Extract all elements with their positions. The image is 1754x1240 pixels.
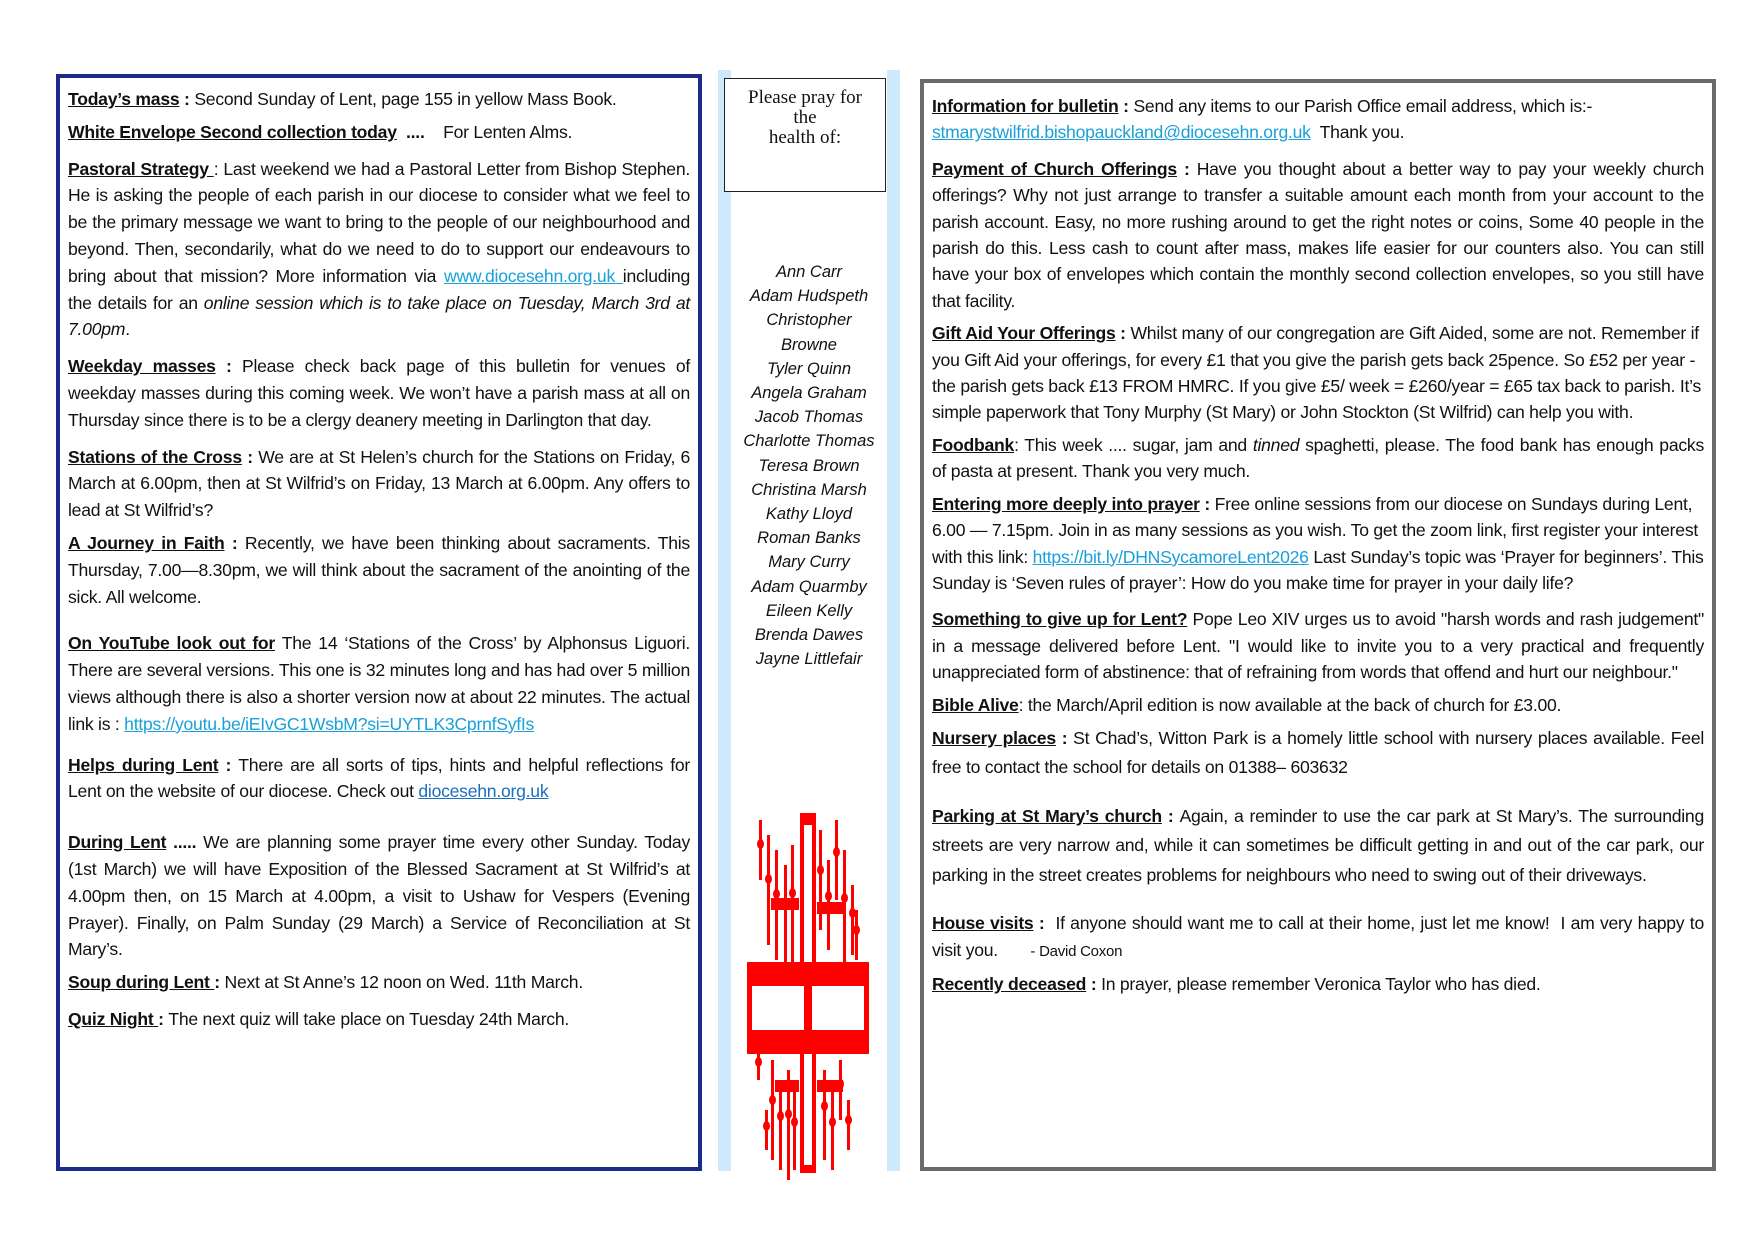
sick-list-name: Roman Banks: [757, 529, 861, 548]
heading: A Journey in Faith: [68, 532, 225, 553]
sick-list-name: Adam Quarmby: [751, 577, 867, 596]
separator: :: [1033, 913, 1056, 934]
separator: :: [218, 754, 239, 775]
cross-drop: [765, 874, 772, 884]
cross-drop: [763, 1121, 770, 1131]
heading: Helps during Lent: [68, 754, 219, 775]
weekday-masses: [68, 353, 690, 433]
cross-drip: [843, 850, 846, 970]
diocese-link[interactable]: diocesehn.org.uk: [418, 781, 549, 802]
cross-drop: [777, 1111, 784, 1121]
separator: .....: [166, 832, 204, 853]
body: Again, a reminder to use the car park at St Mary’s. The surrounding streets are very narrow and, while it can sometimes be difficult getting in and out of the car park, our parking in the street creates problems for neighbours who need to swing out of their driveways.: [932, 805, 1704, 885]
parking: [932, 802, 1704, 891]
diocese-link[interactable]: www.diocesehn.org.uk: [443, 265, 623, 286]
cross-drop: [782, 900, 789, 910]
pray-title-line: Please pray for: [748, 87, 862, 108]
separator: :: [224, 532, 245, 553]
cross-icon: [731, 790, 887, 1180]
during-lent: [68, 829, 690, 963]
todays-mass: [68, 86, 690, 113]
cross-drop: [791, 1117, 798, 1127]
pray-for-heading: [724, 78, 886, 192]
cross-drip: [784, 865, 787, 965]
separator: :: [1118, 96, 1134, 116]
body: The next quiz will take place on Tuesday 24th March.: [168, 1008, 570, 1029]
body: Pope Leo XIV urges us to avoid "harsh words and rash judgement" in a message delivered before Lent. "I would like to invite you to a very practical and frequently unappreciated form of abstinence: that of refraining from words that offend and hurt our neighbour.": [932, 609, 1704, 683]
sick-list-name: Christina Marsh: [751, 480, 867, 499]
body: including the details for an: [68, 265, 690, 313]
body: In prayer, please remember Veronica Taylor who has died.: [1101, 974, 1541, 995]
separator: :: [1055, 727, 1074, 748]
cross-drop: [833, 847, 840, 857]
separator: :: [1199, 493, 1215, 514]
sick-list-name: Kathy Lloyd: [765, 505, 853, 524]
sick-list-name: Teresa Brown: [758, 456, 860, 475]
body: We are at St Helen’s church for the Stations on Friday, 6 March at 6.00pm, then at St Wilfrid’s on Friday, 13 March at 6.00pm. Any offers to lead at St Wilfrid’s?: [68, 446, 691, 521]
pray-title-line: health of:: [768, 127, 842, 148]
cross-drop: [789, 888, 796, 898]
body: There are all sorts of tips, hints and helpful reflections for Lent on the website of our diocese. Check out: [68, 754, 690, 802]
separator: :: [1086, 974, 1102, 995]
body: spaghetti, please. The food bank has enough packs of pasta at present. Thank you very much.: [932, 434, 1705, 482]
helps-during-lent: [68, 752, 690, 806]
heading: Something to give up for Lent?: [932, 609, 1188, 630]
cross-drop: [757, 839, 764, 849]
cross-drip: [823, 1070, 826, 1160]
cross-drip: [791, 845, 794, 965]
zoom-registration-link[interactable]: https://bit.ly/DHNSycamoreLent2026: [1032, 546, 1309, 567]
cross-drop: [755, 1057, 762, 1067]
cross-drop: [773, 889, 780, 899]
body: Thank you.: [1310, 122, 1405, 143]
cross-drop: [841, 893, 848, 903]
cross-drop: [853, 925, 860, 935]
signature: - David Coxon: [1030, 942, 1123, 960]
heading: Information for bulletin: [932, 96, 1119, 116]
bible-alive: [932, 692, 1704, 718]
body: Please check back page of this bulletin for venues of weekday masses during this coming week. We won’t have a parish mass at all on Thursday since there is to be a clergy deanery meeting in Darlington that day.: [68, 356, 690, 430]
separator: :: [1115, 323, 1131, 344]
separator: :: [213, 158, 224, 179]
right-column: [920, 79, 1716, 1171]
heading: Quiz Night: [68, 1008, 159, 1029]
cross-drip: [775, 850, 778, 960]
sick-list-name: Jayne Littlefair: [755, 650, 863, 669]
italic-text: online session which is to take place on Tuesday, March 3rd at 7.00pm: [68, 292, 690, 340]
body: Send any items to our Parish Office email address, which is:-: [1133, 96, 1593, 116]
stations-of-the-cross: [68, 444, 690, 524]
body: : This week .... sugar, jam and: [1014, 434, 1253, 455]
body: Recently, we have been thinking about sacraments. This Thursday, 7.00—8.30pm, we will think about the sacrament of the anointing of the sick. All welcome.: [68, 532, 690, 607]
separator: :: [158, 1008, 169, 1029]
quiz-night: [68, 1006, 690, 1033]
heading: Soup during Lent: [68, 972, 215, 993]
nursery-places: [932, 724, 1704, 782]
cross-drop: [825, 891, 832, 901]
sick-list-name: Ann Carr: [775, 263, 843, 281]
cross-drip: [851, 885, 854, 955]
separator: :: [214, 972, 225, 993]
cross-drip: [835, 820, 838, 900]
cross-drop: [845, 1115, 852, 1125]
email-link[interactable]: stmarystwilfrid.bishopauckland@diocesehn.org.uk: [932, 122, 1311, 143]
cross-drop: [829, 1117, 836, 1127]
separator: :: [215, 356, 242, 377]
body: Have you thought about a better way to pay your weekly church offerings? Why not just arrange to transfer a suitable amount each month from your account to the parish account. Easy, no more rushing around to get the right notes or coins, Some 40 people in the parish do this. Less cash to count after mass, makes life easier for our counters also. You can still have your box of envelopes which contain the monthly second collection envelopes, so you still have that facility.: [932, 158, 1704, 311]
heading: On YouTube look out for: [68, 633, 276, 654]
body: For Lenten Alms.: [443, 121, 573, 142]
separator: :: [1161, 805, 1180, 826]
sick-list-name: Eileen Kelly: [765, 601, 853, 620]
heading: Foodbank: [932, 434, 1015, 455]
sick-list-name: Christopher: [766, 311, 852, 330]
body: Free online sessions from our diocese on Sundays during Lent, 6.00 — 7.15pm. Join in as many sessions as you wish. To get the zoom link, first register your interest with this link:: [932, 493, 1699, 567]
heading: Stations of the Cross: [68, 446, 242, 467]
separator: :: [241, 446, 259, 467]
heading: Pastoral Strategy: [68, 158, 214, 179]
heading: House visits: [932, 913, 1034, 934]
sick-list-name: Mary Curry: [768, 553, 850, 572]
youtube-link[interactable]: https://youtu.be/iEIvGC1WsbM?si=UYTLK3CprnfSyfIs: [124, 713, 535, 734]
separator: :: [179, 89, 195, 109]
entering-prayer: [932, 491, 1704, 597]
body: .: [125, 319, 130, 340]
cross-drip: [819, 830, 822, 930]
pray-title-line: the: [793, 107, 817, 128]
payment-of-offerings: [932, 156, 1704, 314]
recently-deceased: [932, 971, 1704, 997]
cross-drip: [767, 835, 770, 945]
heading: Today’s mass: [68, 89, 180, 109]
heading: White Envelope Second collection today: [68, 121, 397, 142]
sick-list-name: Browne: [781, 335, 837, 354]
white-envelope: [68, 119, 690, 146]
heading: During Lent: [68, 832, 167, 853]
heading: Parking at St Mary’s church: [932, 805, 1162, 826]
sick-list-name: Adam Hudspeth: [749, 287, 869, 306]
give-up-for-lent: [932, 606, 1704, 685]
body: If anyone should want me to call at their home, just let me know! I am very happy to visit you.: [932, 913, 1709, 960]
sick-list: [731, 260, 887, 671]
sick-list-name: Charlotte Thomas: [743, 432, 875, 451]
cross-drop: [817, 865, 824, 875]
cross-drip: [839, 1060, 842, 1120]
body: St Chad’s, Witton Park is a homely little school with nursery places available. Feel free to contact the school for details on 01388– 603632: [932, 727, 1705, 777]
sick-list-name: Angela Graham: [751, 384, 867, 403]
heading: Weekday masses: [68, 356, 216, 377]
cross-drip: [787, 1070, 790, 1180]
heading: Payment of Church Offerings: [932, 158, 1177, 179]
body: Second Sunday of Lent, page 155 in yellow Mass Book.: [194, 89, 617, 109]
cross-drop: [769, 1095, 776, 1105]
heading: Nursery places: [932, 727, 1056, 748]
cross-drip: [827, 860, 830, 950]
cross-drip: [793, 1090, 796, 1170]
youtube: [68, 630, 690, 737]
soup-during-lent: [68, 969, 690, 996]
heading: Bible Alive: [932, 694, 1019, 715]
cross-drip: [831, 1090, 834, 1170]
information-for-bulletin: [932, 93, 1704, 146]
foodbank: [932, 432, 1704, 485]
left-column: [56, 74, 702, 1171]
body: We are planning some prayer time every other Sunday. Today (1st March) we will have Exposition of the Blessed Sacrament at St Wilfrid’s at 4.00pm then, on 15 March at 4.00pm, a visit to Ushaw for Vespers (Evening Prayer). Finally, on Palm Sunday (29 March) a Service of Reconciliation at St Mary’s.: [68, 832, 690, 960]
heading: Entering more deeply into prayer: [932, 493, 1200, 514]
cross-drip: [779, 1080, 782, 1170]
journey-in-faith: [68, 530, 690, 610]
sick-list-name: Tyler Quinn: [766, 359, 852, 378]
sick-list-name: Jacob Thomas: [754, 408, 864, 427]
cross-centre: [804, 980, 812, 1036]
separator: ....: [396, 121, 444, 142]
sick-list-name: Brenda Dawes: [754, 626, 864, 645]
cross-drop: [821, 1101, 828, 1111]
body: Last Sunday’s topic was ‘Prayer for beginners’. This Sunday is ‘Seven rules of prayer’: How do you make time for prayer in your daily life?: [932, 546, 1704, 593]
cross-drop: [785, 1109, 792, 1119]
cross-drip: [759, 820, 762, 880]
body: : the March/April edition is now available at the back of church for £3.00.: [1018, 694, 1562, 715]
house-visits: [932, 910, 1709, 965]
separator: :: [1176, 158, 1197, 179]
body: Next at St Anne’s 12 noon on Wed. 11th March.: [224, 972, 583, 993]
body: The 14 ‘Stations of the Cross’ by Alphonsus Liguori. There are several versions. This one is 32 minutes long and has had over 5 million views although there is also a shorter version now at about 22 minutes. The actual link is :: [68, 633, 690, 734]
italic-text: tinned: [1252, 434, 1300, 455]
cross-drop: [849, 908, 856, 918]
cross-drop: [837, 1079, 844, 1089]
body: Whilst many of our congregation are Gift Aided, some are not. Remember if you Gift Aid your offerings, for every £1 that you give the parish gets back 25pence. So £52 per year - the parish gets back £13 FROM HMRC. If you give £5/ week = £260/year = £65 tax back to parish. It’s simple paperwork that Tony Murphy (St Mary) or John Stockton (St Wilfrid) can help you with.: [932, 323, 1701, 423]
gift-aid: [932, 320, 1704, 426]
cross-drip: [771, 1060, 774, 1160]
heading: Gift Aid Your Offerings: [932, 323, 1116, 344]
body: Last weekend we had a Pastoral Letter from Bishop Stephen. He is asking the people of each parish in our diocese to consider what we feel to be the primary message we want to bring to the people of our neighbourhood and beyond. Then, secondarily, what do we need to do to support our endeavours to bring about that mission? More information via: [68, 158, 690, 286]
pastoral-strategy: [68, 156, 690, 344]
heading: Recently deceased: [932, 974, 1087, 995]
